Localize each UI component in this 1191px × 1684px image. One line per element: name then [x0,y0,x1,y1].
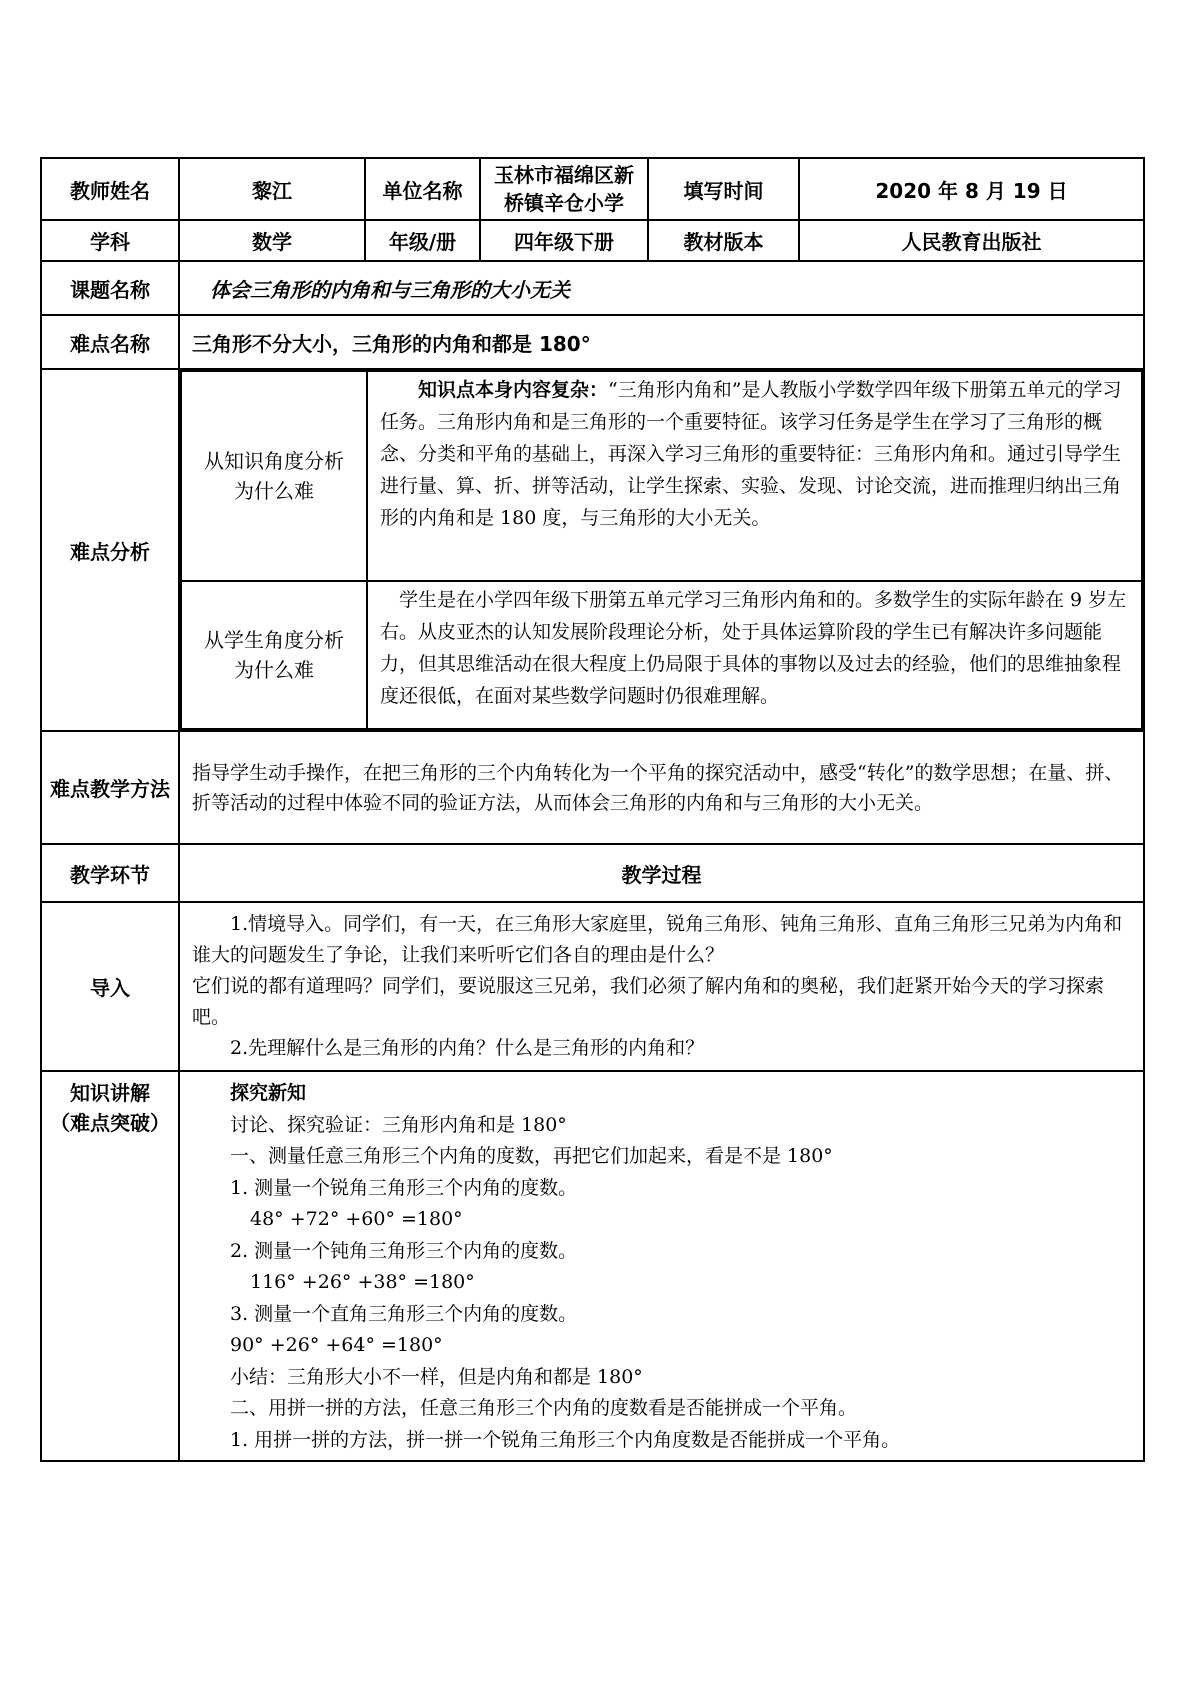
process-label: 教学过程 [179,844,1144,902]
subject-value: 数学 [179,220,365,261]
topic-row [41,261,1144,315]
unit-label: 单位名称 [365,158,480,220]
knowledge-line: 90° +26° +64° =180° [230,1334,443,1356]
edition-value: 人民教育出版社 [799,220,1144,261]
header-row-1 [41,158,1144,220]
grade-value: 四年级下册 [480,220,648,261]
knowledge-line: 2. 测量一个钝角三角形三个内角的度数。 [230,1239,578,1262]
method-text: 指导学生动手操作，在把三角形的三个内角转化为一个平角的探究活动中，感受“转化”的数学思想；在量、拼、折等活动的过程中体验不同的验证方法，从而体会三角形的内角和与三角形的大小无关。 [179,731,1144,844]
teacher-label: 教师姓名 [41,158,179,220]
teacher-name: 黎江 [179,158,365,220]
knowledge-line: 1. 测量一个锐角三角形三个内角的度数。 [230,1176,578,1199]
header-row-2 [41,220,1144,261]
difficulty-row [41,315,1144,369]
analysis-row [41,369,1144,731]
intro-content [179,902,1144,1071]
subject-label: 学科 [41,220,179,261]
intro-paragraph-3: 2.先理解什么是三角形的内角？什么是三角形的内角和？ [230,1037,705,1059]
knowledge-line: 116° +26° +38° =180° [250,1271,475,1293]
knowledge-angle-lead: 知识点本身内容复杂： [418,379,609,401]
student-angle-text: 学生是在小学四年级下册第五单元学习三角形内角和的。多数学生的实际年龄在 9 岁左右。从皮亚杰的认知发展阶段理论分析，处于具体运算阶段的学生已有解决许多问题能力，但其思维活动在很大程度上仍局限于具体的事物以及过去的经验，他们的思维抽象程度还很低，在面对某些数学问题时仍很难理解。 [367,581,1142,729]
intro-paragraph-2: 它们说的都有道理吗？同学们，要说服这三兄弟，我们必须了解内角和的奥秘，我们赶紧开始今天的学习探索吧。 [192,975,1105,1028]
intro-paragraph-1: 1.情境导入。同学们，有一天，在三角形大家庭里，锐角三角形、钝角三角形、直角三角形三兄弟为内角和谁大的问题发生了争论，让我们来听听它们各自的理由是什么？ [192,913,1123,966]
unit-name: 玉林市福绵区新桥镇辛仓小学 [480,158,648,220]
knowledge-title: 探究新知 [230,1082,307,1104]
knowledge-angle-label: 从知识角度分析为什么难 [181,371,367,581]
knowledge-line: 3. 测量一个直角三角形三个内角的度数。 [230,1302,578,1325]
student-angle-label: 从学生角度分析为什么难 [181,581,367,729]
edition-label: 教材版本 [648,220,799,261]
difficulty-value: 三角形不分大小，三角形的内角和都是 180° [179,315,1144,369]
intro-row [41,902,1144,1071]
knowledge-content [179,1071,1144,1461]
knowledge-row [41,1071,1144,1461]
knowledge-line: 一、测量任意三角形三个内角的度数，再把它们加起来，看是不是 180° [230,1145,833,1167]
knowledge-line: 48° +72° +60° =180° [250,1208,463,1230]
knowledge-angle-body: “三角形内角和”是人教版小学数学四年级下册第五单元的学习任务。三角形内角和是三角形的一个重要特征。该学习任务是学生在学习了三角形的概念、分类和平角的基础上，再深入学习三角形的重要特征：三角形内角和。通过引导学生进行量、算、折、拼等活动，让学生探索、实验、发现、讨论交流，进而推理归纳出三角形的内角和是 180 度，与三角形的大小无关。 [380,379,1122,529]
lesson-plan-table [40,157,1145,1462]
knowledge-label: 知识讲解 （难点突破） [41,1071,179,1461]
knowledge-line: 小结：三角形大小不一样，但是内角和都是 180° [230,1365,643,1388]
knowledge-line: 1. 用拼一拼的方法，拼一拼一个锐角三角形三个内角度数是否能拼成一个平角。 [230,1428,901,1451]
grade-label: 年级/册 [365,220,480,261]
method-row [41,731,1144,844]
intro-label: 导入 [41,902,179,1071]
knowledge-line: 讨论、探究验证：三角形内角和是 180° [230,1113,567,1136]
analysis-label: 难点分析 [41,369,179,731]
knowledge-line: 二、用拼一拼的方法，任意三角形三个内角的度数看是否能拼成一个平角。 [230,1397,858,1419]
method-label: 难点教学方法 [41,731,179,844]
topic-value: 体会三角形的内角和与三角形的大小无关 [179,261,1144,315]
stage-label: 教学环节 [41,844,179,902]
analysis-inner-table [180,370,1143,730]
date-label: 填写时间 [648,158,799,220]
process-header-row [41,844,1144,902]
difficulty-label: 难点名称 [41,315,179,369]
topic-label: 课题名称 [41,261,179,315]
date-value: 2020 年 8 月 19 日 [799,158,1144,220]
knowledge-angle-text [367,371,1142,581]
